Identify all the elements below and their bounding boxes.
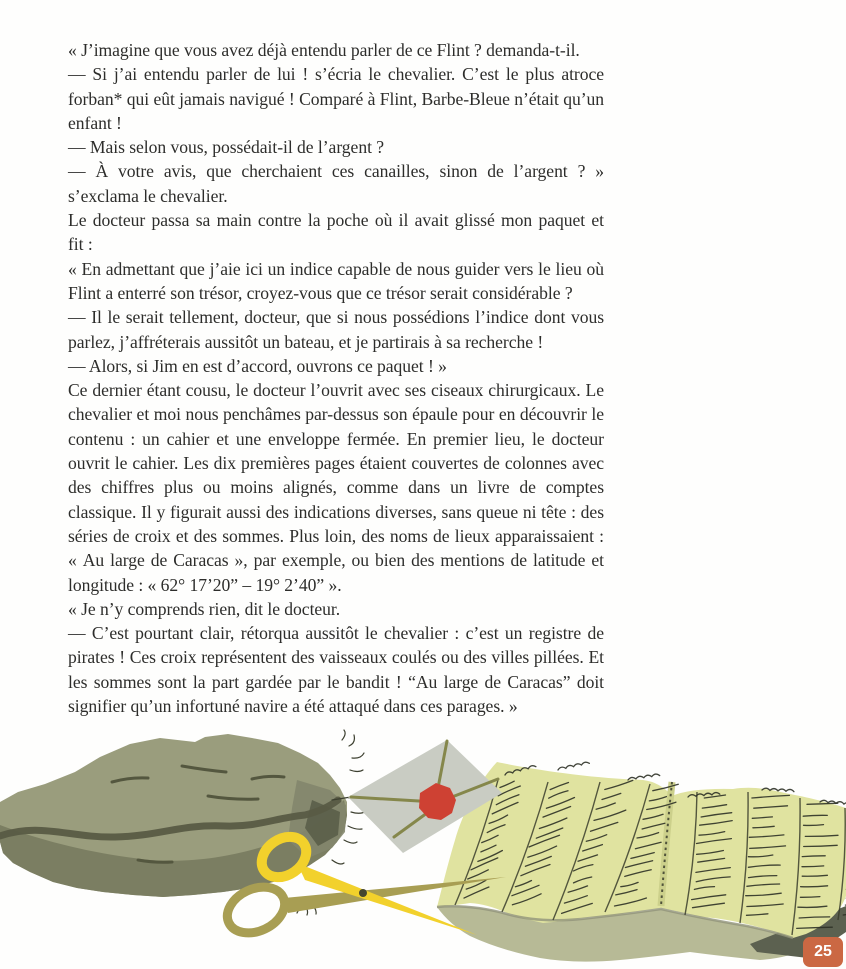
scissors-pivot bbox=[359, 889, 367, 897]
paragraph: Ce dernier étant cousu, le docteur l’ouvrit avec ses ciseaux chirurgicaux. Le chevalier et moi nous penchâmes par-dessus son épaule pour en découvrir le contenu : un cahier et une enveloppe fermée. En premier lieu, le docteur ouvrit le cahier. Les dix premières pages étaient couvertes de colonnes avec des chiffres plus ou moins alignés, comme dans un livre de comptes classique. Il y figurait aussi des indications diverses, sans queue ni tête : des séries de croix et des sommes. Plus loin, des noms de lieux apparaissaient : « Au large de Caracas », par exemple, ou bien des mentions de latitude et longitude : « 62° 17’20” – 19° 2’40” ». bbox=[68, 380, 604, 595]
illustration bbox=[0, 720, 846, 969]
paragraph: — Il le serait tellement, docteur, que si nous possédions l’indice dont vous parlez, j’affréterais aussitôt un bateau, et je partirais à sa recherche ! bbox=[68, 307, 604, 352]
paragraph: — C’est pourtant clair, rétorqua aussitôt le chevalier : c’est un registre de pirates ! Ces croix représentent des vaisseaux coulés ou des villes pillées. Et les sommes sont la part gardée par le bandit ! “Au large de Caracas” doit signifier qu’un infortuné navire a été attaqué dans ces parages. » bbox=[68, 623, 604, 717]
paragraph: « Je n’y comprends rien, dit le docteur. bbox=[68, 598, 341, 619]
paragraph: — Alors, si Jim en est d’accord, ouvrons ce paquet ! » bbox=[68, 355, 447, 376]
page-number-badge: 25 bbox=[803, 937, 843, 967]
paragraph: — Si j’ai entendu parler de lui ! s’écria le chevalier. C’est le plus atroce forban* qui eût jamais navigué ! Comparé à Flint, Barbe-Bleue n’était qu’un enfant ! bbox=[68, 64, 604, 133]
page-text bbox=[68, 38, 604, 718]
paragraph: — Mais selon vous, possédait-il de l’argent ? bbox=[68, 137, 385, 158]
paragraph: Le docteur passa sa main contre la poche où il avait glissé mon paquet et fit : bbox=[68, 210, 604, 255]
paragraph: « J’imagine que vous avez déjà entendu parler de ce Flint ? demanda-t-il. bbox=[68, 40, 580, 60]
paragraph: — À votre avis, que cherchaient ces canailles, sinon de l’argent ? » s’exclama le chevalier. bbox=[68, 161, 604, 206]
paragraph: « En admettant que j’aie ici un indice capable de nous guider vers le lieu où Flint a enterré son trésor, croyez-vous que ce trésor serait considérable ? bbox=[68, 258, 604, 303]
